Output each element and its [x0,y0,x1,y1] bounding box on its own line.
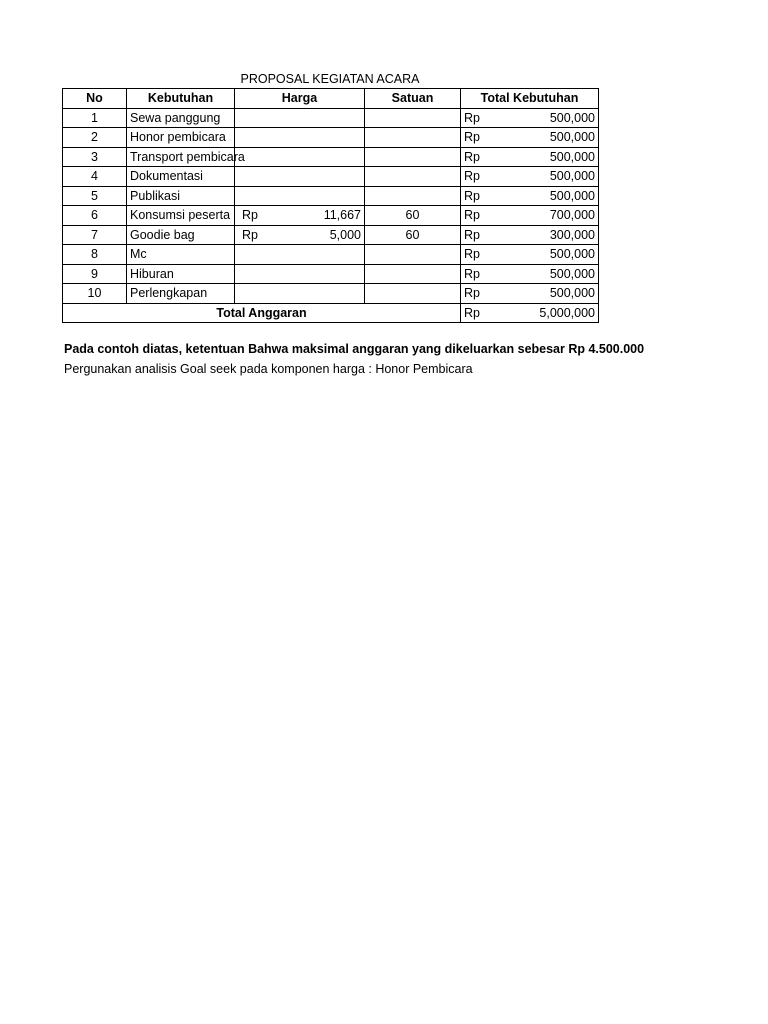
cell-total-kebutuhan[interactable] [461,245,599,265]
cell-kebutuhan[interactable] [127,206,235,226]
cell-harga[interactable] [235,108,365,128]
note-max-budget: Pada contoh diatas, ketentuan Bahwa maksimal anggaran yang dikeluarkan sebesar Rp 4.500.000 [64,342,645,356]
cell-satuan[interactable]: 60 [365,225,461,245]
table-row [63,245,599,265]
cell-harga[interactable] [235,147,365,167]
total-value: 500,000 [549,266,595,281]
cell-no[interactable]: 9 [63,264,127,284]
sheet-title: PROPOSAL KEGIATAN ACARA [240,72,420,86]
total-value: 300,000 [549,227,595,242]
kebutuhan-text: Konsumsi peserta [130,208,231,223]
total-currency: Rp [464,208,480,223]
total-value: 500,000 [549,130,595,145]
total-currency: Rp [464,169,480,184]
total-currency: Rp [464,130,480,145]
kebutuhan-text: Goodie bag [130,227,195,242]
cell-satuan[interactable]: 60 [365,206,461,226]
cell-no[interactable]: 10 [63,284,127,304]
cell-no[interactable]: 7 [63,225,127,245]
total-value: 500,000 [549,169,595,184]
cell-satuan[interactable] [365,147,461,167]
cell-satuan[interactable] [365,245,461,265]
harga-currency: Rp [242,227,258,242]
cell-kebutuhan[interactable] [127,108,235,128]
total-value: 500,000 [549,188,595,203]
cell-harga[interactable] [235,284,365,304]
table-row [63,284,599,304]
cell-total-kebutuhan[interactable] [461,108,599,128]
harga-value: 5,000 [329,227,361,242]
total-value: 500,000 [549,286,595,301]
cell-no[interactable]: 3 [63,147,127,167]
cell-no[interactable]: 4 [63,167,127,187]
cell-harga[interactable] [235,225,365,245]
cell-kebutuhan[interactable] [127,264,235,284]
total-value: 500,000 [549,149,595,164]
header-no[interactable]: No [63,89,127,109]
cell-kebutuhan[interactable] [127,245,235,265]
total-currency: Rp [464,286,480,301]
kebutuhan-text: Mc [130,247,147,262]
budget-table [62,88,599,323]
total-value: 500,000 [549,110,595,125]
cell-kebutuhan[interactable] [127,128,235,148]
harga-currency: Rp [242,208,258,223]
harga-value: 11,667 [323,208,361,223]
cell-satuan[interactable] [365,264,461,284]
total-value: 700,000 [549,208,595,223]
kebutuhan-text: Perlengkapan [130,286,208,301]
table-row [63,108,599,128]
total-value: 500,000 [549,247,595,262]
cell-total-kebutuhan[interactable] [461,147,599,167]
header-satuan[interactable]: Satuan [365,89,461,109]
kebutuhan-text: Sewa panggung [130,110,221,125]
cell-harga[interactable] [235,245,365,265]
kebutuhan-text: Transport pembicara [130,149,245,164]
note-goal-seek: Pergunakan analisis Goal seek pada komponen harga : Honor Pembicara [64,362,473,376]
cell-satuan[interactable] [365,284,461,304]
cell-no[interactable]: 1 [63,108,127,128]
table-row [63,147,599,167]
total-currency: Rp [464,149,480,164]
cell-total-kebutuhan[interactable] [461,128,599,148]
cell-kebutuhan[interactable] [127,225,235,245]
cell-no[interactable]: 5 [63,186,127,206]
table-row [63,128,599,148]
cell-kebutuhan[interactable] [127,147,245,167]
cell-total-kebutuhan[interactable] [461,186,599,206]
kebutuhan-text: Dokumentasi [130,169,203,184]
table-row [63,167,599,187]
cell-no[interactable]: 8 [63,245,127,265]
cell-harga[interactable] [235,186,365,206]
cell-harga[interactable] [235,206,365,226]
total-currency: Rp [464,110,480,125]
cell-harga[interactable] [235,128,365,148]
table-row [63,206,599,226]
kebutuhan-text: Honor pembicara [130,130,226,145]
header-kebutuhan[interactable]: Kebutuhan [127,89,235,109]
cell-no[interactable]: 2 [63,128,127,148]
header-total-kebutuhan[interactable]: Total Kebutuhan [461,89,599,109]
cell-total-kebutuhan[interactable] [461,264,599,284]
header-harga[interactable]: Harga [235,89,365,109]
cell-satuan[interactable] [365,108,461,128]
table-header-row [63,89,599,109]
total-currency: Rp [464,188,480,203]
total-anggaran-label[interactable]: Total Anggaran [63,303,461,323]
cell-total-kebutuhan[interactable] [461,206,599,226]
cell-satuan[interactable] [365,167,461,187]
cell-no[interactable]: 6 [63,206,127,226]
total-anggaran-value: 5,000,000 [539,305,595,320]
total-currency: Rp [464,247,480,262]
cell-harga[interactable] [235,167,365,187]
table-row [63,264,599,284]
cell-kebutuhan[interactable] [127,167,235,187]
cell-kebutuhan[interactable] [127,186,235,206]
table-row [63,225,599,245]
kebutuhan-text: Publikasi [130,188,181,203]
cell-total-kebutuhan[interactable] [461,284,599,304]
kebutuhan-text: Hiburan [130,266,174,281]
total-row [63,303,599,323]
total-anggaran-currency: Rp [464,305,480,320]
cell-harga[interactable] [235,264,365,284]
total-currency: Rp [464,227,480,242]
total-currency: Rp [464,266,480,281]
cell-kebutuhan[interactable] [127,284,235,304]
total-anggaran-cell[interactable] [461,303,599,323]
table-row [63,186,599,206]
cell-total-kebutuhan[interactable] [461,225,599,245]
cell-total-kebutuhan[interactable] [461,167,599,187]
cell-satuan[interactable] [365,186,461,206]
cell-satuan[interactable] [365,128,461,148]
